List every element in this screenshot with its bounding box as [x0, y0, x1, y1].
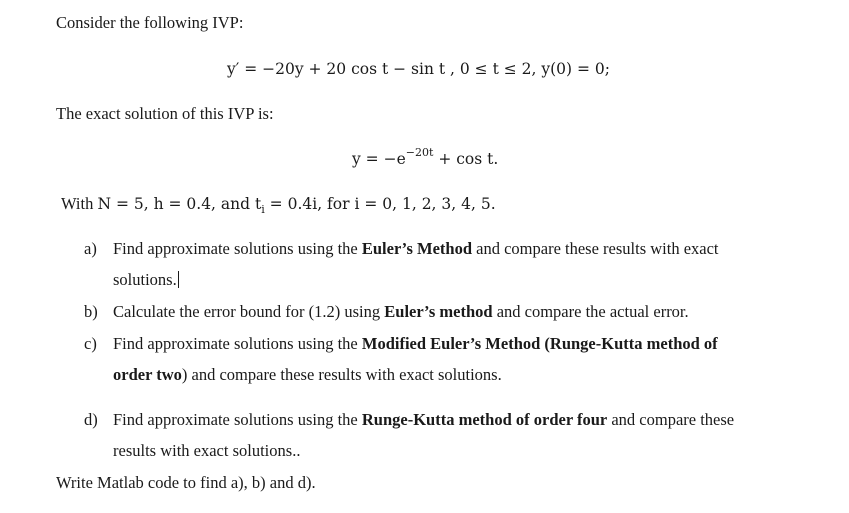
item-c-text-bold: Modified Euler’s Method (Runge-Kutta method of: [361, 334, 718, 353]
item-b-text-bold: Euler’s method: [384, 302, 493, 321]
item-a-text-line2: solutions.: [113, 270, 177, 289]
item-d-text-line2: results with exact solutions..: [113, 441, 301, 460]
parameters-prefix: With: [61, 194, 98, 213]
item-c-line2: [113, 365, 502, 385]
item-c-text-pre: Find approximate solutions using the: [113, 334, 362, 353]
item-b-text-post: and compare the actual error.: [492, 302, 689, 321]
item-c-marker: c): [84, 334, 97, 353]
text-cursor: [178, 271, 179, 288]
item-c-line1: [113, 334, 718, 354]
parameters-t-rest: = 0.4i, for i = 0, 1, 2, 3, 4, 5.: [264, 195, 496, 213]
item-d-text-pre: Find approximate solutions using the: [113, 410, 362, 429]
parameters-t-subscript: i: [261, 203, 265, 216]
item-d-text-post: and compare these: [607, 410, 735, 429]
exact-solution-rhs: + cos t.: [433, 150, 499, 168]
closing-text: Write Matlab code to find a), b) and d).: [56, 473, 316, 492]
exact-solution-formula: [352, 146, 499, 169]
item-a-line1: [113, 239, 719, 259]
exact-solution-intro: The exact solution of this IVP is:: [56, 104, 274, 123]
parameters-line: [61, 194, 496, 214]
exact-solution-lhs: y = −e: [352, 150, 406, 168]
item-a-marker: a): [84, 239, 97, 258]
exact-solution-exponent: −20t: [405, 146, 434, 159]
item-b-line1: [113, 302, 689, 322]
item-d-line1: [113, 410, 734, 430]
item-d-line2: [113, 441, 300, 461]
item-b-text-pre: Calculate the error bound for (1.2) using: [113, 302, 385, 321]
item-a-line2: [113, 270, 179, 290]
item-b-marker: b): [84, 302, 98, 321]
item-a-text-post: and compare these results with exact: [472, 239, 719, 258]
parameters-n-h: N = 5, h = 0.4, and t: [97, 195, 262, 213]
item-c-text-line2-post: ) and compare these results with exact solutions.: [181, 365, 502, 384]
item-d-text-bold: Runge-Kutta method of order four: [361, 410, 608, 429]
ivp-equation: y′ = −20y + 20 cos t − sin t , 0 ≤ t ≤ 2, y(0) = 0;: [227, 60, 610, 78]
item-c-text-line2-bold: order two: [113, 365, 182, 384]
item-a-text-bold: Euler’s Method: [361, 239, 473, 258]
item-d-marker: d): [84, 410, 98, 429]
item-a-text-pre: Find approximate solutions using the: [113, 239, 362, 258]
intro-text: Consider the following IVP:: [56, 13, 244, 32]
